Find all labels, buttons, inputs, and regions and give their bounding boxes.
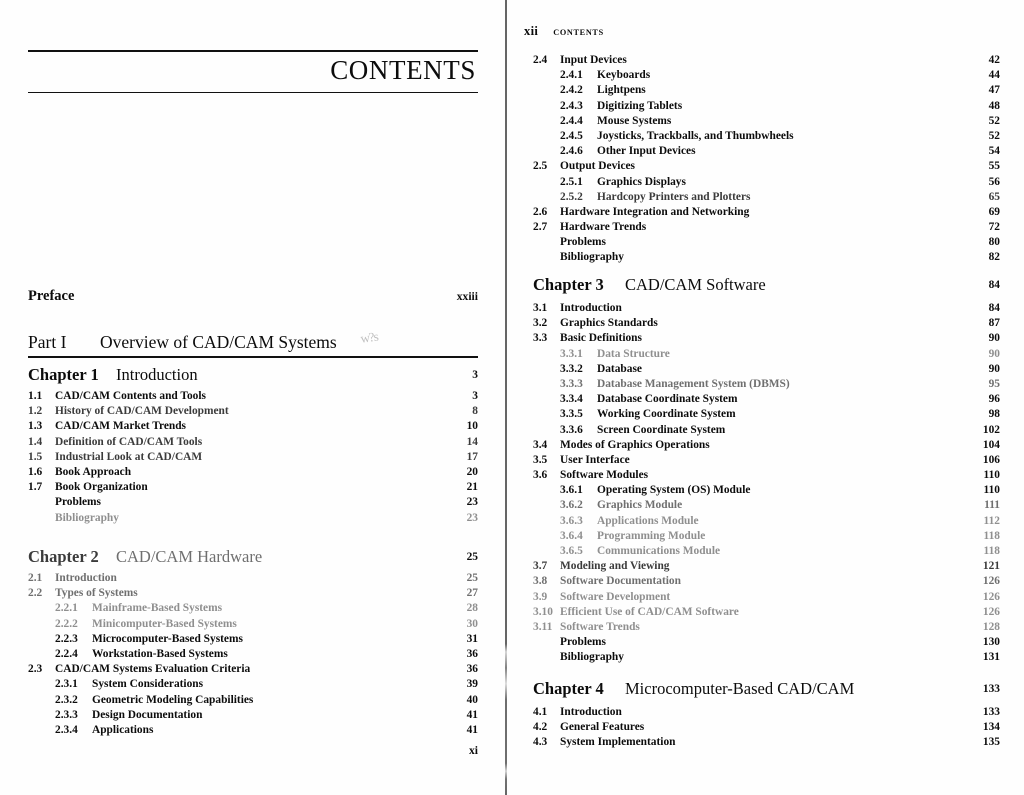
toc-entry-title: Applications Module [597, 514, 699, 527]
toc-entry[interactable] [28, 723, 478, 738]
toc-entry-page-number: 118 [983, 545, 1000, 557]
toc-entry[interactable] [533, 250, 1000, 265]
preface-label: Preface [28, 288, 75, 304]
toc-entry-number: 2.4.5 [560, 129, 583, 142]
chapter-3-heading[interactable] [533, 275, 1000, 301]
chapter-4-heading[interactable] [533, 679, 1000, 705]
toc-entry[interactable] [533, 735, 1000, 750]
toc-entry-page-number: 126 [982, 605, 1000, 618]
toc-entry-page-number: 25 [466, 572, 478, 584]
toc-entry[interactable] [533, 53, 1000, 68]
toc-entry-page-number: 28 [466, 602, 478, 615]
part-one-block [28, 328, 478, 358]
toc-entry-number: 3.2 [533, 317, 548, 330]
toc-entry-page-number: 126 [982, 590, 1000, 603]
chapter-1-block [28, 365, 478, 526]
toc-entry-title: Workstation-Based Systems [92, 647, 228, 660]
toc-entry-page-number: 128 [982, 620, 1000, 633]
running-header [524, 22, 604, 40]
toc-entry[interactable] [533, 705, 1000, 720]
toc-entry-page-number: 135 [982, 736, 1000, 749]
toc-entry-title: Graphics Standards [560, 317, 658, 330]
toc-entry-number: 3.11 [533, 620, 553, 633]
toc-entry-page-number: 52 [988, 114, 1000, 127]
toc-entry[interactable] [533, 407, 1000, 422]
toc-entry-page-number: 131 [982, 651, 1000, 664]
toc-entry[interactable] [533, 301, 1000, 316]
chapter-1-label: Chapter 1 [28, 365, 99, 384]
toc-entry[interactable] [533, 68, 1000, 83]
toc-entry[interactable] [28, 511, 478, 526]
toc-entry-title: Software Documentation [560, 575, 681, 588]
toc-entry-title: Graphics Module [597, 499, 683, 512]
toc-entry[interactable] [533, 159, 1000, 174]
toc-entry[interactable] [28, 465, 478, 480]
toc-entry-number: 1.3 [28, 420, 43, 433]
toc-entry-title: Hardware Trends [560, 221, 647, 234]
toc-entry[interactable] [533, 316, 1000, 331]
toc-entry[interactable] [533, 235, 1000, 250]
toc-entry-title: CAD/CAM Systems Evaluation Criteria [55, 663, 251, 676]
toc-entry-number: 2.2.2 [55, 617, 78, 630]
chapter-3-block [533, 275, 1000, 666]
toc-entry-title: Lightpens [597, 84, 646, 97]
toc-entry-number: 3.6.5 [560, 545, 583, 557]
toc-entry-title: Operating System (OS) Module [597, 484, 751, 497]
toc-entry[interactable] [533, 483, 1000, 498]
toc-entry-number: 2.4.3 [560, 99, 583, 112]
toc-entry-number: 1.7 [28, 481, 43, 494]
contents-masthead [28, 50, 478, 93]
left-page [0, 0, 505, 795]
toc-entry-title: Data Structure [597, 347, 670, 360]
toc-entry[interactable] [533, 129, 1000, 144]
toc-entry-number: 3.8 [533, 575, 548, 588]
toc-entry[interactable] [28, 677, 478, 692]
toc-entry[interactable] [533, 514, 1000, 529]
toc-entry-number: 3.6.1 [560, 484, 583, 497]
toc-entry-title: CAD/CAM Market Trends [55, 420, 186, 433]
toc-entry-title: Modeling and Viewing [560, 560, 670, 573]
toc-entry-title: Programming Module [597, 529, 706, 542]
toc-entry-number: 2.4.2 [560, 84, 583, 97]
toc-entry-title: Problems [560, 636, 606, 649]
toc-entry-number: 3.3.4 [560, 393, 583, 406]
toc-entry-page-number: 20 [466, 465, 478, 478]
toc-entry-number: 1.6 [28, 465, 43, 478]
toc-entry-title: System Implementation [560, 736, 676, 749]
toc-entry[interactable] [533, 347, 1000, 362]
toc-entry-page-number: 110 [983, 469, 1000, 482]
toc-entry-number: 3.6.2 [560, 499, 583, 512]
toc-entry-title: Database Management System (DBMS) [597, 377, 790, 390]
toc-entry-title: Modes of Graphics Operations [560, 438, 710, 451]
toc-entry-title: Basic Definitions [560, 332, 642, 345]
toc-entry-page-number: 90 [988, 362, 1000, 375]
toc-entry-title: Communications Module [597, 545, 721, 557]
toc-entry-title: User Interface [560, 453, 630, 466]
toc-entry[interactable] [28, 571, 478, 586]
toc-entry-number: 2.5.1 [560, 175, 583, 188]
left-page-folio: xi [468, 744, 478, 757]
toc-entry[interactable] [28, 647, 478, 662]
toc-entry[interactable] [533, 99, 1000, 114]
toc-entry-number: 1.1 [28, 390, 43, 402]
chapter-4-entries [533, 705, 1000, 751]
right-page [507, 0, 1024, 795]
toc-entry[interactable] [533, 331, 1000, 346]
toc-entry-title: Output Devices [560, 160, 635, 173]
section-2-4-block [533, 53, 1000, 266]
chapter-2-label: Chapter 2 [28, 547, 99, 566]
toc-entry[interactable] [533, 453, 1000, 468]
toc-entry-page-number: 21 [466, 481, 478, 494]
chapter-4-block [533, 679, 1000, 751]
toc-entry[interactable] [28, 450, 478, 465]
toc-entry-title: CAD/CAM Contents and Tools [55, 390, 206, 402]
toc-entry-title: Efficient Use of CAD/CAM Software [560, 605, 739, 618]
running-head-label: CONTENTS [553, 28, 604, 37]
toc-entry-title: Graphics Displays [597, 175, 686, 188]
toc-entry-title: Microcomputer-Based Systems [92, 632, 243, 645]
toc-entry-page-number: 84 [988, 302, 1000, 314]
toc-entry-number: 3.9 [533, 590, 548, 603]
toc-entry-number: 2.6 [533, 205, 548, 218]
toc-entry-title: Mouse Systems [597, 114, 672, 127]
toc-entry-number: 3.6 [533, 469, 548, 482]
toc-entry-page-number: 65 [988, 190, 1000, 203]
toc-entry-number: 2.2 [28, 587, 43, 600]
toc-entry-page-number: 69 [988, 205, 1000, 218]
toc-entry-title: Types of Systems [55, 587, 138, 600]
chapter-1-page-number: 3 [472, 369, 478, 381]
toc-entry-number: 3.3.2 [560, 362, 583, 375]
chapter-2-heading[interactable] [28, 547, 478, 571]
toc-entry-number: 3.3.5 [560, 408, 583, 421]
chapter-4-label: Chapter 4 [533, 679, 604, 698]
toc-entry-page-number: 98 [988, 408, 1000, 421]
toc-entry-page-number: 41 [466, 723, 478, 736]
toc-entry-title: Applications [92, 723, 154, 736]
chapter-3-label: Chapter 3 [533, 275, 604, 294]
toc-entry-number: 3.4 [533, 438, 548, 451]
toc-entry-number: 3.3.6 [560, 423, 583, 436]
toc-entry-title: Keyboards [597, 69, 651, 82]
toc-entry[interactable] [533, 529, 1000, 544]
toc-entry-title: General Features [560, 721, 645, 734]
toc-entry-title: Screen Coordinate System [597, 423, 726, 436]
toc-entry-title: Minicomputer-Based Systems [92, 617, 237, 630]
toc-entry-number: 3.3.3 [560, 377, 583, 390]
toc-entry-number: 2.2.1 [55, 602, 78, 615]
toc-entry-title: Introduction [560, 706, 622, 718]
toc-entry-page-number: 72 [988, 221, 1000, 234]
toc-entry-title: Design Documentation [92, 708, 203, 721]
toc-entry-number: 2.2.4 [55, 647, 78, 660]
toc-entry-page-number: 112 [983, 514, 1000, 527]
toc-entry-page-number: 106 [982, 453, 1000, 466]
chapter-2-title: CAD/CAM Hardware [116, 547, 263, 566]
toc-entry-page-number: 133 [982, 706, 1000, 718]
toc-entry-page-number: 39 [466, 678, 478, 691]
chapter-1-heading[interactable] [28, 365, 478, 389]
toc-entry-number: 2.4 [533, 54, 548, 66]
toc-entry-title: Book Organization [55, 481, 148, 494]
toc-entry[interactable] [533, 175, 1000, 190]
toc-entry[interactable] [533, 220, 1000, 235]
toc-entry-number: 3.1 [533, 302, 548, 314]
chapter-2-page-number: 25 [466, 551, 478, 563]
toc-entry[interactable] [533, 205, 1000, 220]
part-rule [28, 356, 478, 358]
toc-entry-number: 2.5 [533, 160, 548, 173]
toc-entry-page-number: 90 [988, 347, 1000, 360]
toc-entry-title: Other Input Devices [597, 145, 696, 158]
toc-entry-number: 2.3.3 [55, 708, 78, 721]
toc-entry-title: Input Devices [560, 54, 627, 66]
toc-entry-number: 2.7 [533, 221, 548, 234]
toc-entry-number: 2.5.2 [560, 190, 583, 203]
toc-entry-title: Book Approach [55, 465, 132, 478]
right-page-folio: xii [524, 24, 539, 38]
chapter-3-page-number: 84 [988, 279, 1000, 291]
toc-entry-number: 4.1 [533, 706, 548, 718]
toc-entry[interactable] [28, 662, 478, 677]
toc-entry-page-number: 130 [982, 636, 1000, 649]
toc-entry[interactable] [533, 362, 1000, 377]
toc-entry[interactable] [28, 617, 478, 632]
toc-entry-page-number: 42 [988, 54, 1000, 66]
toc-entry[interactable] [533, 144, 1000, 159]
toc-entry-title: Bibliography [560, 651, 624, 664]
toc-entry-page-number: 87 [988, 317, 1000, 330]
toc-entry-number: 2.4.6 [560, 145, 583, 158]
toc-entry-page-number: 126 [982, 575, 1000, 588]
toc-entry-number: 3.3 [533, 332, 548, 345]
toc-entry-page-number: 82 [988, 251, 1000, 264]
toc-entry-page-number: 118 [983, 529, 1000, 542]
toc-entry-number: 2.2.3 [55, 632, 78, 645]
toc-entry-page-number: 134 [982, 721, 1000, 734]
toc-entry-page-number: 47 [988, 84, 1000, 97]
chapter-1-title: Introduction [116, 365, 198, 384]
toc-entry-title: Software Trends [560, 620, 640, 633]
toc-entry-number: 2.3.4 [55, 723, 78, 736]
toc-entry[interactable] [533, 423, 1000, 438]
toc-entry-title: Hardware Integration and Networking [560, 205, 750, 218]
toc-entry-number: 3.7 [533, 560, 548, 573]
toc-entry[interactable] [28, 435, 478, 450]
toc-entry[interactable] [28, 419, 478, 434]
toc-entry-page-number: 52 [988, 129, 1000, 142]
toc-entry-page-number: 31 [466, 632, 478, 645]
toc-entry[interactable] [533, 605, 1000, 620]
toc-entry[interactable] [533, 438, 1000, 453]
toc-entry-number: 2.1 [28, 572, 43, 584]
part-title: Overview of CAD/CAM Systems [100, 332, 337, 352]
chapter-2-block [28, 547, 478, 738]
toc-entry-page-number: 48 [988, 99, 1000, 112]
toc-entry[interactable] [533, 114, 1000, 129]
toc-entry-title: Working Coordinate System [597, 408, 736, 421]
toc-entry[interactable] [28, 601, 478, 616]
toc-entry-title: Bibliography [55, 511, 119, 524]
toc-entry-preface[interactable] [28, 288, 478, 308]
toc-entry-page-number: 111 [984, 499, 1000, 512]
toc-entry[interactable] [533, 559, 1000, 574]
chapter-2-entries [28, 571, 478, 738]
toc-entry[interactable] [28, 708, 478, 723]
toc-entry-page-number: 41 [466, 708, 478, 721]
toc-entry-title: Software Modules [560, 469, 649, 482]
toc-entry-title: System Considerations [92, 678, 204, 691]
toc-entry-number: 3.6.4 [560, 529, 583, 542]
toc-entry-page-number: 40 [466, 693, 478, 706]
toc-entry[interactable] [533, 635, 1000, 650]
toc-entry-title: Mainframe-Based Systems [92, 602, 223, 615]
toc-entry-number: 4.2 [533, 721, 548, 734]
chapter-1-entries [28, 389, 478, 526]
toc-entry[interactable] [533, 468, 1000, 483]
toc-entry[interactable] [533, 377, 1000, 392]
toc-entry[interactable] [28, 586, 478, 601]
scan-smudge-artifact: w?s [359, 328, 379, 346]
chapter-4-title: Microcomputer-Based CAD/CAM [625, 679, 855, 698]
toc-entry-number: 3.10 [533, 605, 553, 618]
toc-entry[interactable] [28, 495, 478, 510]
toc-entry[interactable] [28, 480, 478, 495]
chapter-4-page-number: 133 [982, 683, 1000, 695]
toc-entry[interactable] [533, 190, 1000, 205]
toc-entry-page-number: 55 [988, 160, 1000, 173]
toc-entry-title: Database Coordinate System [597, 393, 738, 406]
toc-entry-page-number: 17 [466, 450, 478, 463]
toc-entry-page-number: 95 [988, 377, 1000, 390]
toc-entry-page-number: 23 [466, 496, 478, 509]
toc-entry-page-number: 10 [466, 420, 478, 433]
toc-entry-page-number: 14 [466, 435, 478, 448]
toc-entry-page-number: 54 [988, 145, 1000, 158]
toc-entry-page-number: 121 [982, 560, 1000, 573]
toc-entry-number: 3.5 [533, 453, 548, 466]
toc-entry[interactable] [533, 544, 1000, 559]
toc-entry-title: Introduction [55, 572, 117, 584]
toc-entry[interactable] [533, 590, 1000, 605]
toc-entry-title: Introduction [560, 302, 622, 314]
toc-entry[interactable] [28, 632, 478, 647]
toc-entry-page-number: 44 [988, 69, 1000, 82]
part-one-heading[interactable] [28, 328, 478, 356]
toc-entry-number: 1.4 [28, 435, 43, 448]
toc-entry-number: 3.6.3 [560, 514, 583, 527]
part-label: Part I [28, 332, 67, 352]
chapter-3-entries [533, 301, 1000, 666]
toc-entry-title: Hardcopy Printers and Plotters [597, 190, 751, 203]
toc-entry[interactable] [533, 720, 1000, 735]
toc-entry-title: History of CAD/CAM Development [55, 405, 229, 418]
section-2-4-entries [533, 53, 1000, 266]
toc-entry-title: Industrial Look at CAD/CAM [55, 450, 203, 463]
toc-entry[interactable] [533, 574, 1000, 589]
toc-entry-number: 3.3.1 [560, 347, 583, 360]
toc-entry-number: 1.2 [28, 405, 43, 418]
toc-entry[interactable] [28, 404, 478, 419]
toc-entry-number: 1.5 [28, 450, 43, 463]
toc-entry-title: Bibliography [560, 251, 624, 264]
toc-entry-page-number: 56 [988, 175, 1000, 188]
toc-entry[interactable] [533, 650, 1000, 665]
toc-entry[interactable] [28, 693, 478, 708]
toc-entry[interactable] [533, 392, 1000, 407]
toc-entry-page-number: 96 [988, 393, 1000, 406]
toc-entry-page-number: 36 [466, 663, 478, 676]
toc-entry-page-number: 23 [466, 511, 478, 524]
toc-entry-page-number: 90 [988, 332, 1000, 345]
toc-entry-number: 2.3 [28, 663, 43, 676]
toc-entry[interactable] [533, 498, 1000, 513]
toc-entry-page-number: 104 [982, 438, 1000, 451]
toc-entry-title: Problems [560, 236, 606, 249]
toc-entry-title: Definition of CAD/CAM Tools [55, 435, 203, 448]
toc-entry-page-number: 102 [982, 423, 1000, 436]
preface-page-number: xxiii [456, 290, 478, 303]
toc-entry[interactable] [28, 389, 478, 404]
toc-entry[interactable] [533, 83, 1000, 98]
toc-entry-title: Digitizing Tablets [597, 99, 683, 112]
toc-entry-page-number: 80 [988, 236, 1000, 249]
toc-entry-page-number: 36 [466, 647, 478, 660]
chapter-3-title: CAD/CAM Software [625, 275, 766, 294]
toc-entry-page-number: 3 [472, 390, 478, 402]
toc-entry-page-number: 30 [466, 617, 478, 630]
toc-entry[interactable] [533, 620, 1000, 635]
toc-entry-page-number: 110 [983, 484, 1000, 497]
toc-entry-number: 2.4.1 [560, 69, 583, 82]
toc-entry-page-number: 27 [466, 587, 478, 600]
masthead-rule-bottom [28, 92, 478, 93]
toc-entry-number: 4.3 [533, 736, 548, 749]
toc-entry-number: 2.4.4 [560, 114, 583, 127]
toc-entry-title: Problems [55, 496, 101, 509]
toc-entry-number: 2.3.2 [55, 693, 78, 706]
page-title: CONTENTS [330, 55, 476, 85]
toc-entry-number: 2.3.1 [55, 678, 78, 691]
toc-entry-title: Geometric Modeling Capabilities [92, 693, 254, 706]
toc-entry-title: Database [597, 362, 642, 375]
toc-entry-title: Joysticks, Trackballs, and Thumbwheels [597, 129, 794, 142]
toc-entry-page-number: 8 [472, 405, 478, 418]
toc-entry-title: Software Development [560, 590, 671, 603]
